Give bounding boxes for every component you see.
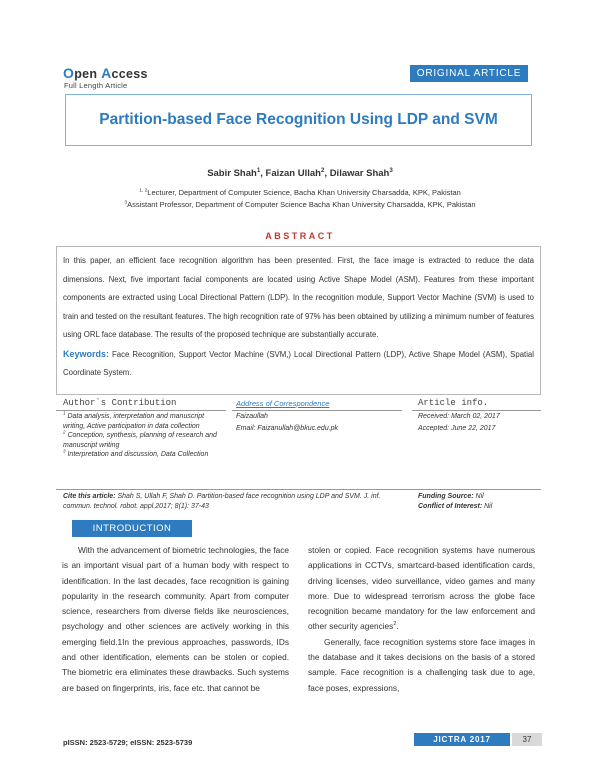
introduction-heading: INTRODUCTION [72, 520, 192, 537]
page-number: 37 [512, 733, 542, 746]
authors: Sabir Shah$^1$, Faizan Ullah$^2$, Dilawar Shah$^3$ [207, 166, 393, 179]
contribution-heading: Author`s Contribution [63, 398, 177, 408]
intro-paragraph-1: With the advancement of biometric technologies, the face is an important visual part of a human body with respect to identification. In the last decades, face recognition is gaining popularity in the research community. Apart from computer science, researchers from diverse fields like neurosciences, psychology and other sciences are actively working in this emerging field.1In the previous approaches, passwords, IDs and other identification, elements can be stolen or copied. The biometric era eliminates these drawbacks. Such systems are based on fingerprints, iris, face etc. that cannot be [62, 545, 289, 693]
paper-title: Partition-based Face Recognition Using LDP and SVM [99, 111, 498, 128]
article-type: Full Length Article [64, 81, 128, 90]
open-access-label: Open Access [63, 65, 148, 81]
keywords: Keywords: Face Recognition, Support Vector Machine (SVM,) Local Directional Pattern (LDP), Active Shape Model (ASM), Spatial Coordinate System. [63, 348, 534, 377]
abstract-heading: ABSTRACT [265, 231, 335, 241]
intro-paragraph-1-cont: stolen or copied. Face recognition systems have numerous applications in CCTVs, smartcard-based identification cards, driving licenses, video surveillance, video games and many more. Due to widespread terrorism across the globe face recognition became mandatory for the law enforcement and other security agencies$^2$. [308, 545, 535, 632]
journal-name: JICTRA 2017 [414, 733, 510, 746]
intro-paragraph-2: Generally, face recognition systems store face images in the database and it takes decisions on the basis of a stored sample. Face recognition is a challenging task due to age, face poses, expressions, [308, 636, 535, 693]
abstract-text: In this paper, an efficient face recognition algorithm has been presented. First, the face image is extracted to reduce the data dimensions. Next, five important facial components are located using Active Shape Model (ASM). Features from these important components are extracted using Local Directional Pattern (LDP). In the recognition module, Support Vector Machine (SVM) is used to train and tested on the resultant features. The high recognition rate of 97% has been obtained by utilizing a minimum number of features using ORL face database. The results of the proposed technique are substantially accurate. [63, 256, 534, 339]
conflict-of-interest: Conflict of Interest: Nil [418, 503, 493, 510]
correspondence-link[interactable]: Address of Correspondence [236, 399, 330, 408]
contribution-list: $^1$ Data analysis, interpretation and manuscript writing, Active participation in data collection $^2$ Conception, synthesis, planning of research and manuscript writing $^3$ Interpretation and discussion, Data Collection [63, 410, 217, 459]
issn: pISSN: 2523-5729; eISSN: 2523-5739 [63, 738, 193, 747]
title-box [65, 94, 532, 146]
citation-rule [56, 489, 541, 490]
funding-source: Funding Source: Nil [418, 493, 484, 500]
correspondence-rule [232, 410, 402, 411]
accepted-date: Accepted: June 22, 2017 [418, 425, 496, 432]
article-info-heading: Article info. [418, 398, 489, 408]
affiliation-2: $^3$Assistant Professor, Department of Computer Science Bacha Khan University Charsadda, KPK, Pakistan [124, 200, 476, 209]
received-date: Received: March 02, 2017 [418, 413, 500, 420]
affiliation-1: $^{1, 2}$Lecturer, Department of Computer Science, Bacha Khan University Charsadda, KPK, Pakistan [139, 188, 461, 197]
abstract-box [56, 246, 541, 395]
citation: Cite this article: Shah S, Ullah F, Shah D. Partition-based face recognition using LDP and SVM. J. inf. commun. technol. robot. appl.2017; 8(1): 37-43 [63, 493, 381, 510]
correspondence-email: Email: Faizanullah@bkuc.edu.pk [236, 425, 339, 432]
original-article-badge: ORIGINAL ARTICLE [410, 65, 528, 82]
intro-column-right [308, 543, 535, 696]
correspondence-name: Faizaullah [236, 413, 268, 420]
article-info-rule [412, 410, 541, 411]
intro-column-left [62, 543, 289, 696]
contribution-rule [56, 410, 226, 411]
